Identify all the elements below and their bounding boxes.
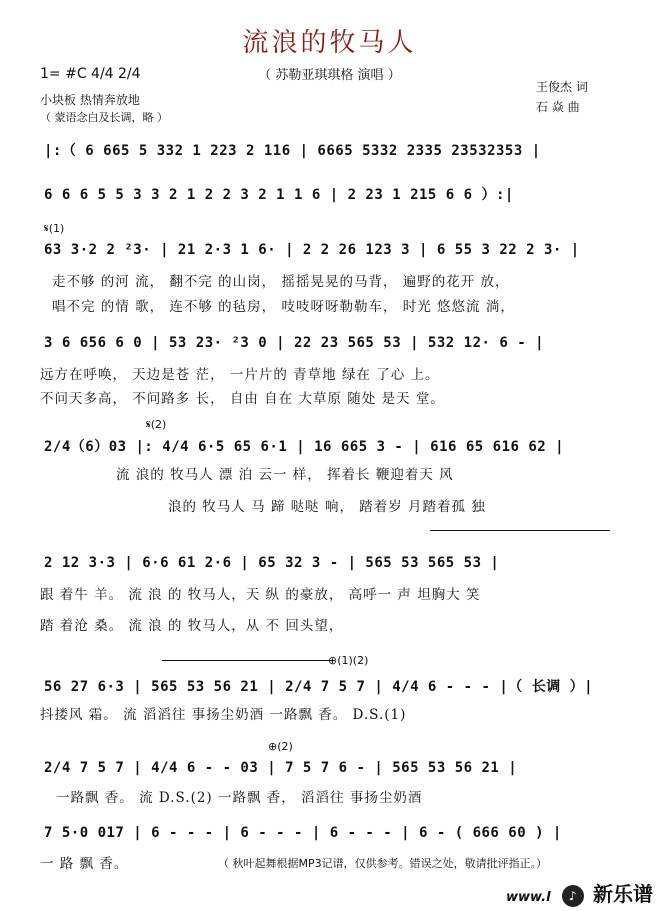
score-line-5: 2/4（6）03 |: 4/4 6·5 65 6·1 | 16 665 3 - | 616 65 616 62 | <box>44 439 565 455</box>
score-line-7: 56 27 6·3 | 565 53 56 21 | 2/4 7 5 7 | 4/4 6 - - - |（ 长调 ）| <box>44 679 594 695</box>
lyric-line-8: 一路飘 香。 流 D.S.(2) 一路飘 香， 滔滔往 事扬尘奶酒 <box>56 790 423 806</box>
page-title: 流浪的牧马人 <box>242 28 417 58</box>
score-line-1: |:（ 6 665 5 332 1 223 2 116 | 6665 5332 2335 23532353 | <box>44 143 541 159</box>
lyric-line-7: 抖搂风 霜。 流 滔滔往 事扬尘奶酒 一路飘 香。 D.S.(1) <box>40 707 407 723</box>
score-line-2: 6 6 6 5 5 3 3 2 1 2 2 3 2 1 1 6 | 2 23 1 215 6 6 ）:| <box>44 187 514 203</box>
lyric-line-5b: 浪的 牧马人 马 蹄 哒哒 响， 踏着岁 月踏着孤 独 <box>168 499 486 515</box>
brand-text: 新乐谱 <box>593 881 653 906</box>
intro-note: （ 蒙语念白及长调，略 ） <box>40 111 168 124</box>
music-note-icon: ♪ <box>562 885 584 907</box>
transcriber-footnote: （ 秋叶起舞根据MP3记谱，仅供参考。错误之处，敬请批评指正。） <box>218 857 548 870</box>
lyric-line-6a: 跟 着牛 羊。 流 浪 的 牧马人，天 纵 的豪放， 高呼一 声 坦胸大 笑 <box>40 587 481 603</box>
coda-mark-2: ⊕(2) <box>268 740 293 753</box>
lyric-line-6b: 踏 着沧 桑。 流 浪 的 牧马人，从 不 回头望， <box>40 618 344 634</box>
score-line-8: 2/4 7 5 7 | 4/4 6 - - 03 | 7 5 7 6 - | 565 53 56 21 | <box>44 760 518 776</box>
lyric-line-9: 一 路 飘 香。 <box>40 856 129 872</box>
url-text: www.l <box>505 889 551 905</box>
score-line-4: 3 6 656 6 0 | 53 23· ²3 0 | 22 23 565 53 | 532 12· 6 - | <box>44 335 545 351</box>
composer-credit: 石 焱 曲 <box>536 100 580 114</box>
coda-mark-1: ⊕(1)(2) <box>328 654 369 667</box>
site-watermark <box>506 878 653 908</box>
score-line-6: 2 12 3·3 | 6·6 61 2·6 | 65 32 3 - | 565 53 565 53 | <box>44 555 500 571</box>
performer-subtitle: （ 苏勒亚琪琪格 演唱 ） <box>258 68 401 83</box>
lyric-line-3b: 唱不完 的情 歌， 连不够 的毡房， 吱吱呀呀勒勒车， 时光 悠悠流 淌， <box>52 299 515 315</box>
lyric-line-5a: 流 浪的 牧马人 漂 泊 云一 样， 挥着长 鞭迎着天 风 <box>116 467 454 483</box>
score-line-9: 7 5·0 017 | 6 - - - | 6 - - - | 6 - - - | 6 - ( 666 60 ) | <box>44 825 562 841</box>
segno-mark-1: 𝄋(1) <box>44 222 65 235</box>
lyric-line-4b: 不问天多高， 不问路多 长， 自由 自在 大草原 随处 是天 堂。 <box>40 391 445 407</box>
lyric-line-4a: 远方在呼唤， 天边是苍 茫， 一片片的 青草地 绿在 了心 上。 <box>40 367 440 383</box>
key-signature: 1= #C 4/4 2/4 <box>40 66 141 82</box>
score-line-3: 63 3·2 2 ²3· | 21 2·3 1 6· | 2 2 26 123 3 | 6 55 3 22 2 3· | <box>44 242 580 258</box>
volta-bracket-1 <box>430 530 610 531</box>
lyric-line-3a: 走不够 的河 流， 翻不完 的山岗， 摇摇晃晃的马背， 遍野的花开 放， <box>52 274 510 290</box>
segno-mark-2: 𝄋(2) <box>146 418 167 431</box>
tempo-marking: 小块板 热情奔放地 <box>40 93 140 107</box>
volta-bracket-2 <box>162 660 332 661</box>
lyricist-credit: 王俊杰 词 <box>536 80 588 94</box>
